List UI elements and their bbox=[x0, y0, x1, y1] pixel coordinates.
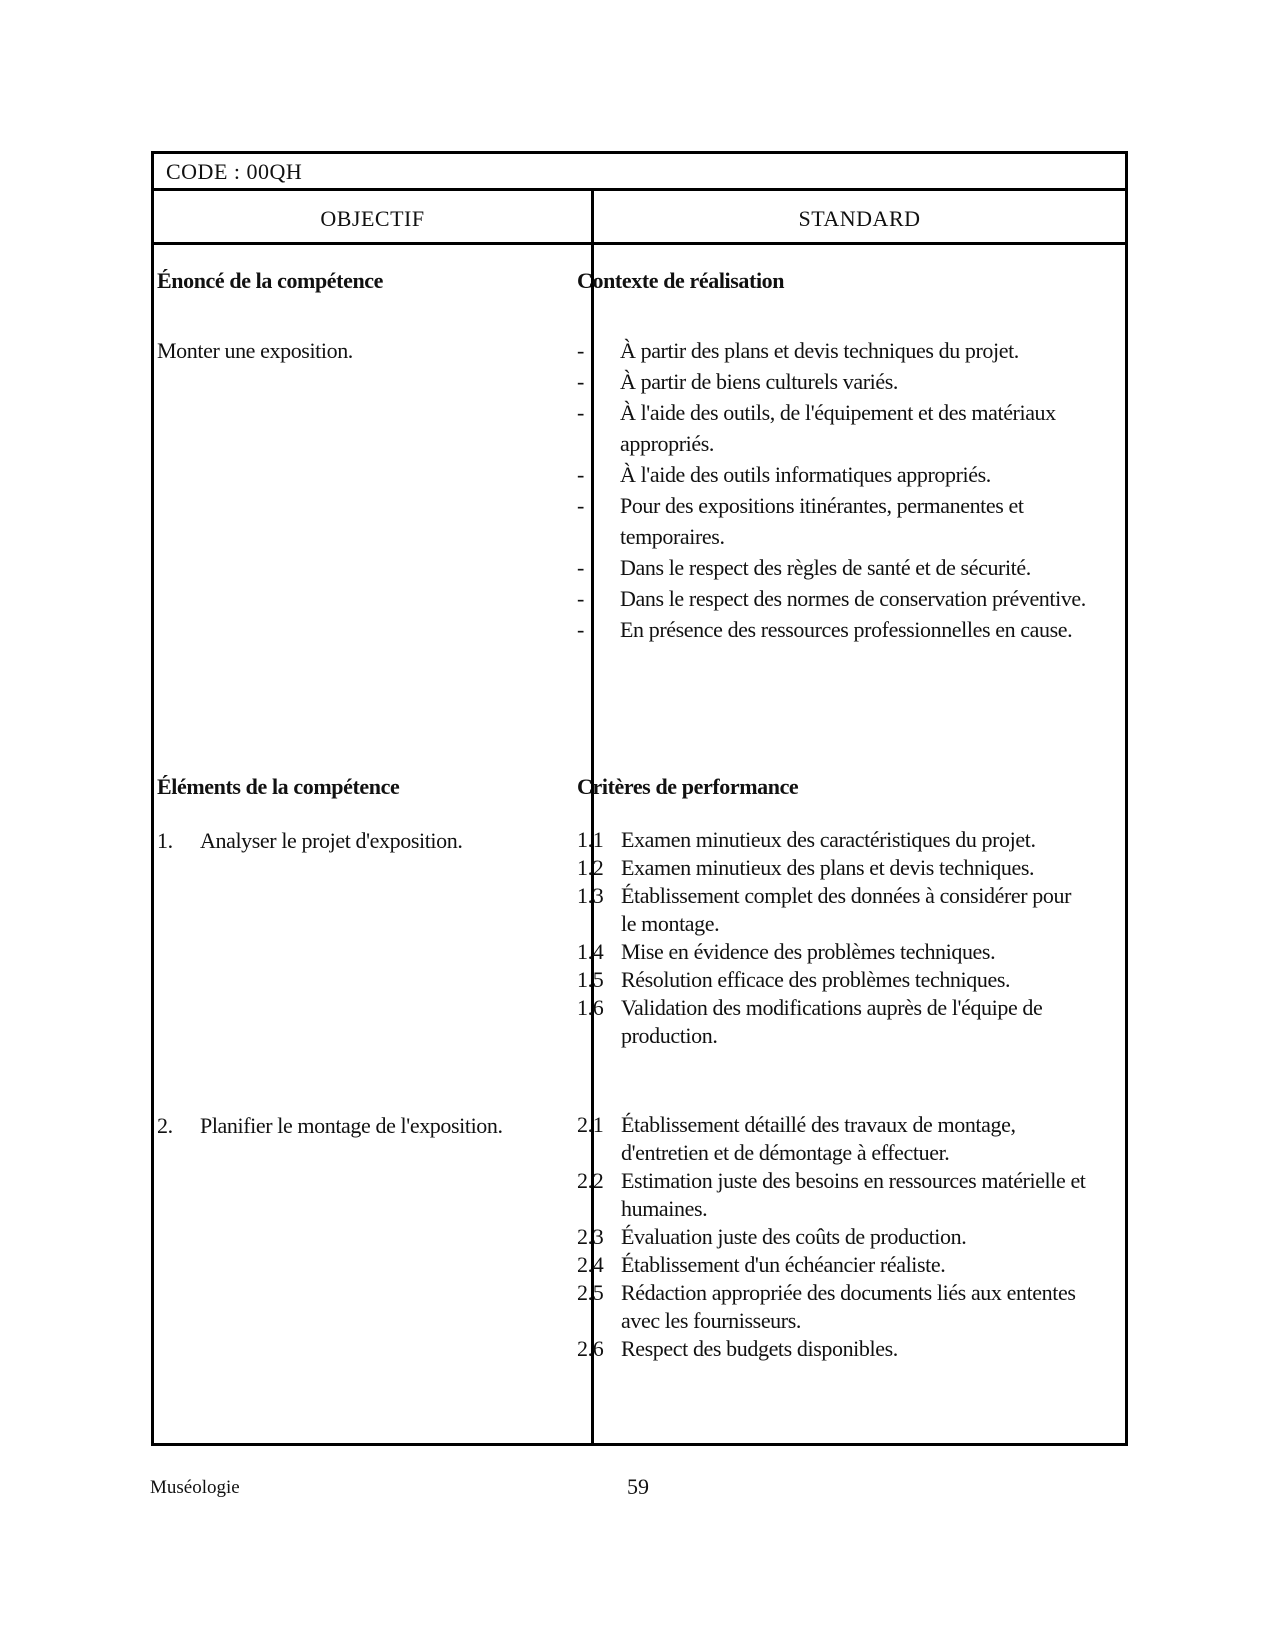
enonce-title: Énoncé de la compétence bbox=[157, 268, 384, 293]
bullet-dash: - bbox=[577, 369, 584, 394]
contexte-item bbox=[577, 366, 1087, 397]
criterion-item bbox=[577, 938, 1087, 966]
criterion-item bbox=[577, 826, 1087, 854]
header-standard: STANDARD bbox=[798, 206, 921, 231]
criterion-number: 2.4 bbox=[577, 1252, 604, 1277]
criterion-text: Évaluation juste des coûts de production. bbox=[621, 1224, 967, 1249]
criterion-item bbox=[577, 994, 1087, 1050]
criterion-number: 2.3 bbox=[577, 1224, 604, 1249]
criterion-text: Examen minutieux des plans et devis techniques. bbox=[621, 855, 1035, 880]
code-label: CODE : 00QH bbox=[166, 159, 303, 184]
contexte-item bbox=[577, 552, 1087, 583]
criterion-text: Estimation juste des besoins en ressources matérielle et humaines. bbox=[621, 1168, 1086, 1221]
criterion-item bbox=[577, 854, 1087, 882]
divider bbox=[154, 188, 1125, 191]
criterion-number: 1.2 bbox=[577, 855, 604, 880]
criterion-text: Respect des budgets disponibles. bbox=[621, 1336, 898, 1361]
criterion-number: 2.5 bbox=[577, 1280, 604, 1305]
element-2 bbox=[157, 1113, 577, 1139]
contexte-item bbox=[577, 490, 1087, 552]
criterion-text: Établissement détaillé des travaux de montage, d'entretien et de démontage à effectuer. bbox=[621, 1112, 1016, 1165]
criterion-item bbox=[577, 1223, 1087, 1251]
bullet-dash: - bbox=[577, 338, 584, 363]
bullet-dash: - bbox=[577, 555, 584, 580]
criterion-number: 1.3 bbox=[577, 883, 604, 908]
criterion-number: 1.4 bbox=[577, 939, 604, 964]
criterion-item bbox=[577, 966, 1087, 994]
criterion-text: Validation des modifications auprès de l'équipe de production. bbox=[621, 995, 1043, 1048]
bullet-dash: - bbox=[577, 462, 584, 487]
bullet-dash: - bbox=[577, 400, 584, 425]
criterion-number: 2.6 bbox=[577, 1336, 604, 1361]
page-number: 59 bbox=[627, 1474, 649, 1499]
criterion-text: Établissement d'un échéancier réaliste. bbox=[621, 1252, 946, 1277]
contexte-list bbox=[577, 335, 1087, 645]
contexte-item-text: À l'aide des outils, de l'équipement et des matériaux appropriés. bbox=[620, 400, 1056, 456]
contexte-item-text: À partir de biens culturels variés. bbox=[620, 369, 899, 394]
bullet-dash: - bbox=[577, 586, 584, 611]
criterion-item bbox=[577, 1279, 1087, 1335]
contexte-item bbox=[577, 459, 1087, 490]
element-1 bbox=[157, 828, 577, 854]
divider bbox=[154, 242, 1125, 245]
criterion-number: 1.1 bbox=[577, 827, 604, 852]
contexte-item-text: À partir des plans et devis techniques du projet. bbox=[620, 338, 1019, 363]
contexte-item bbox=[577, 397, 1087, 459]
elements-title: Éléments de la compétence bbox=[157, 774, 400, 799]
criterion-number: 2.1 bbox=[577, 1112, 604, 1137]
contexte-item-text: À l'aide des outils informatiques appropriés. bbox=[620, 462, 991, 487]
contexte-item bbox=[577, 614, 1087, 645]
criterion-text: Mise en évidence des problèmes techniques. bbox=[621, 939, 996, 964]
criterion-item bbox=[577, 1167, 1087, 1223]
criterion-item bbox=[577, 882, 1087, 938]
contexte-item-text: Dans le respect des normes de conservation préventive. bbox=[620, 586, 1086, 611]
criterion-text: Établissement complet des données à considérer pour le montage. bbox=[621, 883, 1072, 936]
criterion-item bbox=[577, 1251, 1087, 1279]
header-objectif: OBJECTIF bbox=[320, 206, 425, 231]
criteres-title: Critères de performance bbox=[577, 774, 799, 799]
criterion-number: 2.2 bbox=[577, 1168, 604, 1193]
enonce-text: Monter une exposition. bbox=[157, 338, 353, 363]
bullet-dash: - bbox=[577, 493, 584, 518]
criterion-item bbox=[577, 1335, 1087, 1363]
contexte-item bbox=[577, 335, 1087, 366]
criterion-text: Résolution efficace des problèmes techniques. bbox=[621, 967, 1011, 992]
criterion-text: Examen minutieux des caractéristiques du projet. bbox=[621, 827, 1036, 852]
criterion-number: 1.6 bbox=[577, 995, 604, 1020]
contexte-item-text: En présence des ressources professionnelles en cause. bbox=[620, 617, 1073, 642]
contexte-item bbox=[577, 583, 1087, 614]
element-number: 2. bbox=[157, 1113, 173, 1138]
criteria-list-1 bbox=[577, 826, 1087, 1050]
criteria-list-2 bbox=[577, 1111, 1087, 1363]
element-number: 1. bbox=[157, 828, 173, 853]
element-text: Analyser le projet d'exposition. bbox=[200, 828, 463, 853]
competency-table bbox=[151, 151, 1128, 1446]
criterion-text: Rédaction appropriée des documents liés aux ententes avec les fournisseurs. bbox=[621, 1280, 1076, 1333]
footer-program: Muséologie bbox=[150, 1477, 240, 1498]
element-text: Planifier le montage de l'exposition. bbox=[200, 1113, 503, 1138]
contexte-item-text: Dans le respect des règles de santé et de sécurité. bbox=[620, 555, 1031, 580]
criterion-number: 1.5 bbox=[577, 967, 604, 992]
contexte-title: Contexte de réalisation bbox=[577, 268, 785, 293]
bullet-dash: - bbox=[577, 617, 584, 642]
criterion-item bbox=[577, 1111, 1087, 1167]
contexte-item-text: Pour des expositions itinérantes, permanentes et temporaires. bbox=[620, 493, 1024, 549]
